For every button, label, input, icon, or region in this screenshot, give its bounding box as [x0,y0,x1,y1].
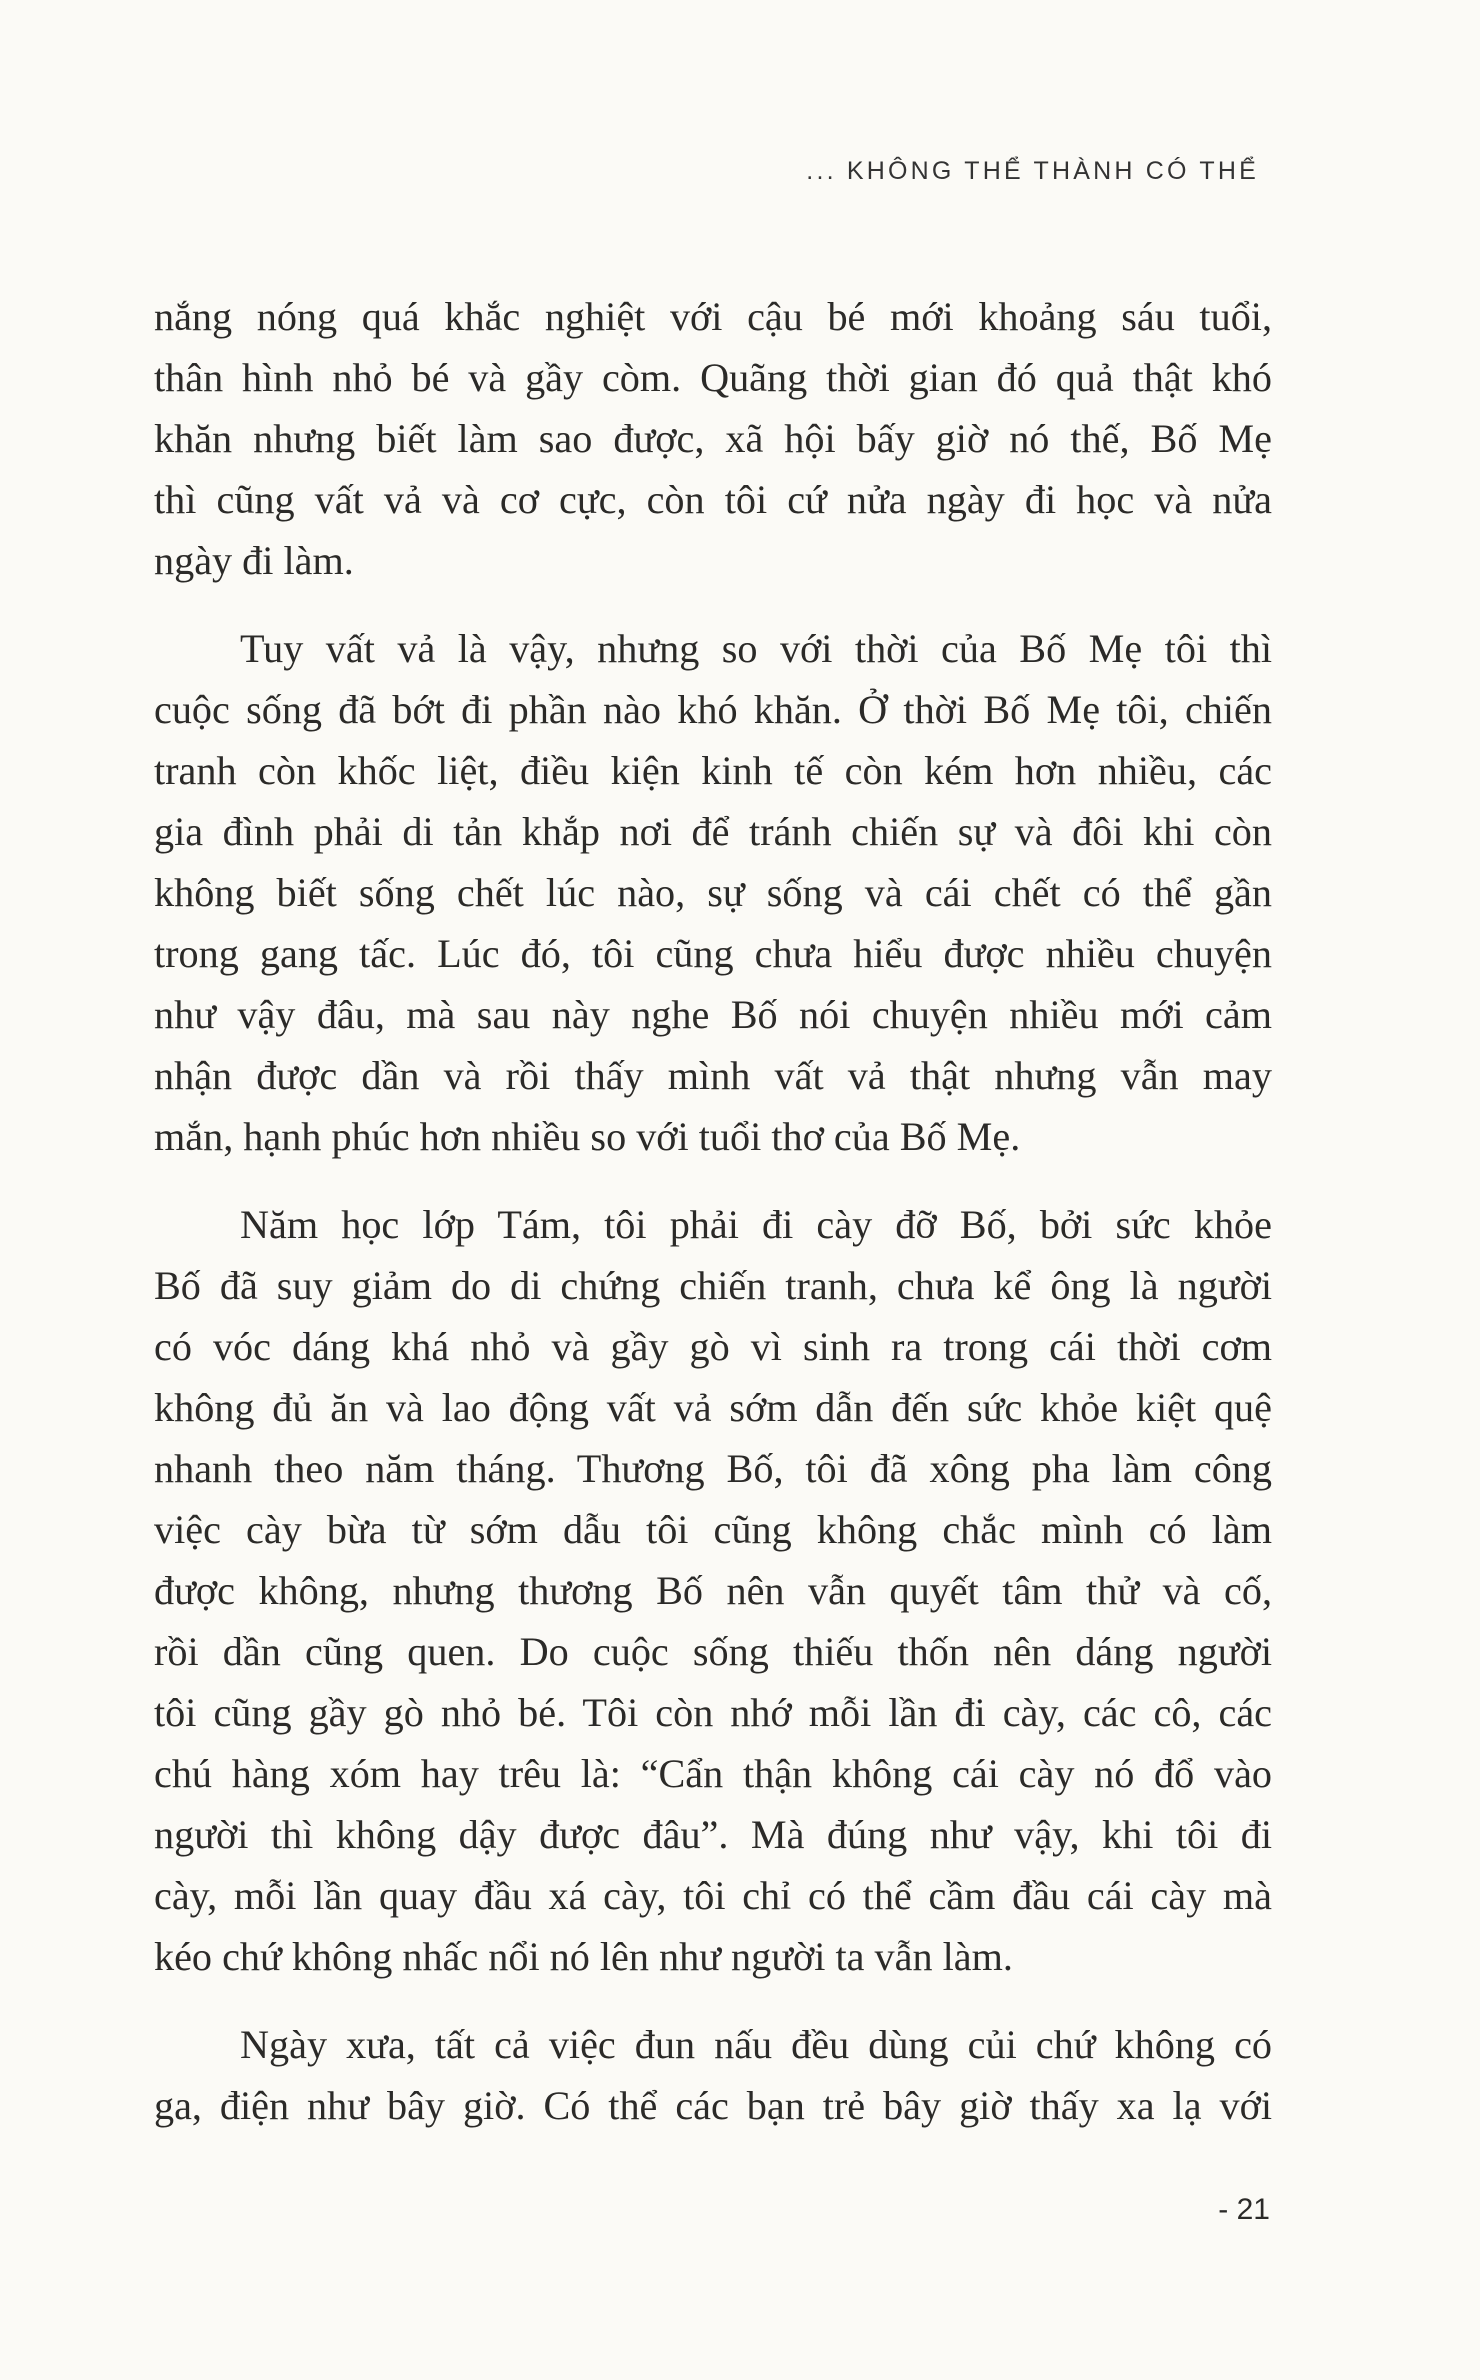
text-line: tranh còn khốc liệt, điều kiện kinh tế còn kém hơn nhiều, các [154,748,1272,793]
text-line: như vậy đâu, mà sau này nghe Bố nói chuyện nhiều mới cảm [154,992,1272,1037]
running-header: ... KHÔNG THỂ THÀNH CÓ THỂ [806,157,1259,185]
paragraph-2 [154,618,1272,1167]
text-line: nhận được dần và rồi thấy mình vất vả thật nhưng vẫn may [154,1053,1272,1098]
body-text [154,286,1272,2136]
text-line: ga, điện như bây giờ. Có thể các bạn trẻ bây giờ thấy xa lạ với [154,2083,1272,2128]
text-line: Bố đã suy giảm do di chứng chiến tranh, chưa kể ông là người [154,1263,1272,1308]
text-line: được không, nhưng thương Bố nên vẫn quyết tâm thử và cố, [154,1568,1272,1613]
text-line: không đủ ăn và lao động vất vả sớm dẫn đến sức khỏe kiệt quệ [154,1385,1272,1430]
page-number: - 21 [1218,2193,1270,2226]
text-line: khăn nhưng biết làm sao được, xã hội bấy giờ nó thế, Bố Mẹ [154,416,1272,461]
text-line: không biết sống chết lúc nào, sự sống và cái chết có thể gần [154,870,1272,915]
text-line: gia đình phải di tản khắp nơi để tránh chiến sự và đôi khi còn [154,809,1272,854]
text-line: thì cũng vất vả và cơ cực, còn tôi cứ nửa ngày đi học và nửa [154,477,1272,522]
paragraph-4 [154,2014,1272,2136]
text-line: ngày đi làm. [154,538,354,583]
text-line: Tuy vất vả là vậy, nhưng so với thời của Bố Mẹ tôi thì [240,626,1272,671]
paragraph-1 [154,286,1272,591]
paragraph-3 [154,1194,1272,1987]
text-line: mắn, hạnh phúc hơn nhiều so với tuổi thơ của Bố Mẹ. [154,1114,1021,1159]
text-line: nắng nóng quá khắc nghiệt với cậu bé mới khoảng sáu tuổi, [154,294,1272,339]
text-line: tôi cũng gầy gò nhỏ bé. Tôi còn nhớ mỗi lần đi cày, các cô, các [154,1690,1272,1735]
text-line: nhanh theo năm tháng. Thương Bố, tôi đã xông pha làm công [154,1446,1272,1491]
text-line: cày, mỗi lần quay đầu xá cày, tôi chỉ có thể cầm đầu cái cày mà [154,1873,1272,1918]
text-line: trong gang tấc. Lúc đó, tôi cũng chưa hiểu được nhiều chuyện [154,931,1272,976]
text-line: Ngày xưa, tất cả việc đun nấu đều dùng củi chứ không có [240,2022,1272,2067]
text-line: chú hàng xóm hay trêu là: “Cẩn thận không cái cày nó đổ vào [154,1751,1272,1796]
text-line: thân hình nhỏ bé và gầy còm. Quãng thời gian đó quả thật khó [154,355,1272,400]
text-line: Năm học lớp Tám, tôi phải đi cày đỡ Bố, bởi sức khỏe [240,1202,1272,1247]
text-line: việc cày bừa từ sớm dẫu tôi cũng không chắc mình có làm [154,1507,1272,1552]
text-line: rồi dần cũng quen. Do cuộc sống thiếu thốn nên dáng người [154,1629,1272,1674]
text-line: có vóc dáng khá nhỏ và gầy gò vì sinh ra trong cái thời cơm [154,1324,1272,1369]
text-line: người thì không dậy được đâu”. Mà đúng như vậy, khi tôi đi [154,1812,1272,1857]
text-line: kéo chứ không nhấc nổi nó lên như người ta vẫn làm. [154,1934,1013,1979]
text-line: cuộc sống đã bớt đi phần nào khó khăn. Ở thời Bố Mẹ tôi, chiến [154,687,1272,732]
